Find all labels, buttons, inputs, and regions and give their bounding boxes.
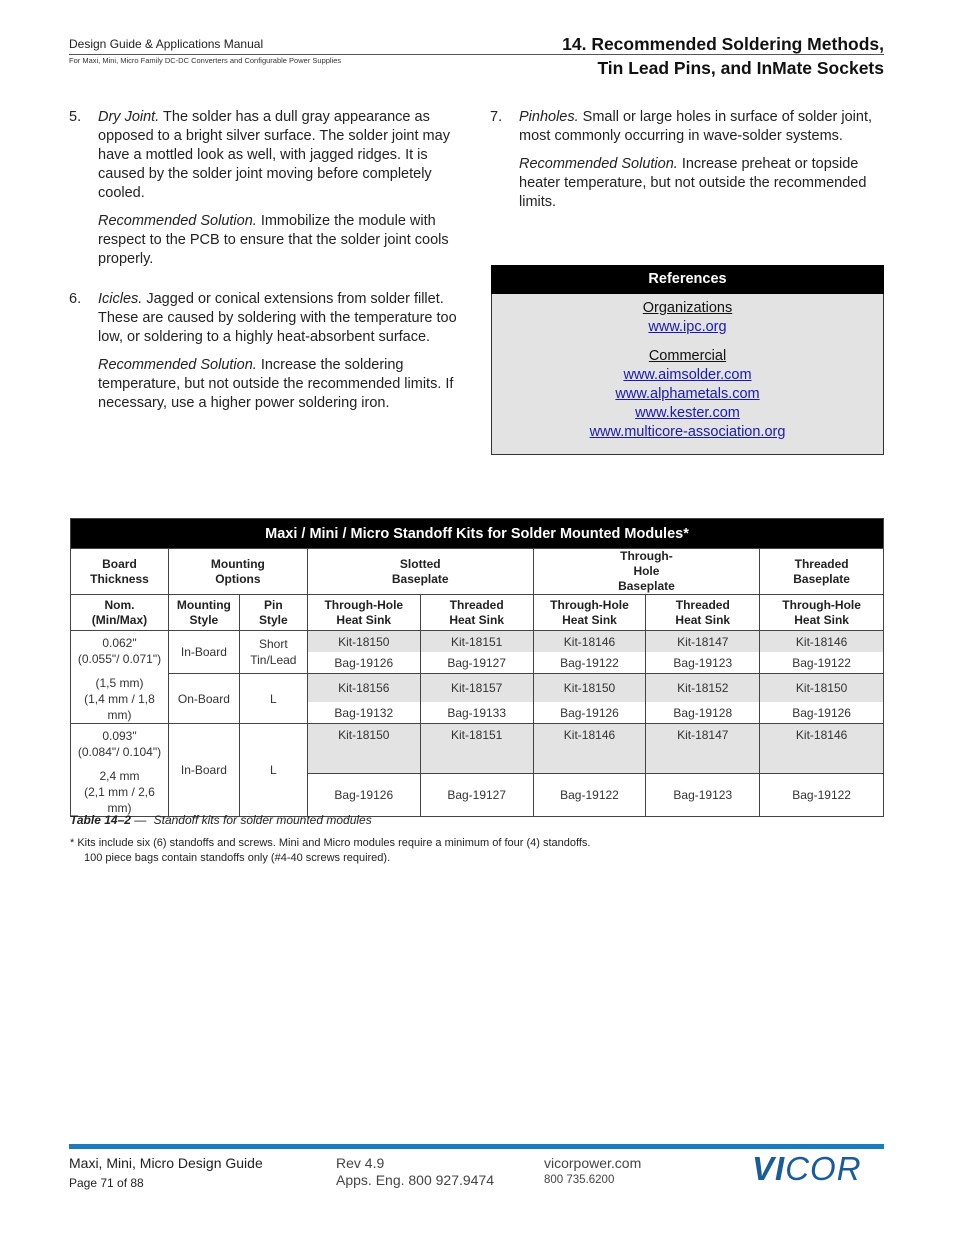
board-thickness-cell xyxy=(71,631,169,724)
link-ipc[interactable]: www.ipc.org xyxy=(648,319,727,335)
link-kester[interactable]: www.kester.com xyxy=(635,405,740,421)
header-board-thickness: Board Thickness xyxy=(71,549,169,595)
footer-revision: Rev 4.9 xyxy=(336,1155,385,1171)
item-number: 7. xyxy=(490,109,503,125)
caption-text: Standoff kits for solder mounted modules xyxy=(153,813,372,827)
thickness-metric-range: (2,1 mm / 2,6 mm) xyxy=(84,785,155,815)
thickness-metric-range: (1,4 mm / 1,8 mm) xyxy=(84,692,155,722)
organizations-label: Organizations xyxy=(642,300,733,316)
thickness-range: (0.084"/ 0.104") xyxy=(77,745,162,759)
kit-cell: Kit-18146 xyxy=(533,724,646,774)
item-description xyxy=(98,108,464,203)
kit-cell: Kit-18151 xyxy=(420,724,533,774)
item-term: Dry Joint. xyxy=(98,109,160,125)
header-nom: Nom. (Min/Max) xyxy=(71,595,169,631)
thickness-range: (0.055"/ 0.071") xyxy=(77,652,162,666)
header-th-threaded: Threaded Heat Sink xyxy=(646,595,760,631)
header-left-title: Design Guide & Applications Manual xyxy=(69,37,264,51)
thickness-metric: (1,5 mm) xyxy=(95,676,144,690)
table-row xyxy=(71,631,884,653)
left-column xyxy=(69,108,464,423)
section-title-line1: 14. Recommended Soldering Methods, xyxy=(562,34,884,54)
mounting-style-cell: In-Board xyxy=(168,631,239,674)
header-threaded-baseplate: Threaded Baseplate xyxy=(760,549,884,595)
footer-website: vicorpower.com xyxy=(544,1155,642,1171)
item-term: Pinholes. xyxy=(519,109,579,125)
header-pin-style: Pin Style xyxy=(239,595,307,631)
link-aimsolder[interactable]: www.aimsolder.com xyxy=(623,367,752,383)
footer-guide-title: Maxi, Mini, Micro Design Guide xyxy=(69,1155,263,1171)
bag-cell: Bag-19123 xyxy=(646,652,760,674)
pin-style-cell: L xyxy=(239,724,307,817)
header-threaded-through-hole: Through-Hole Heat Sink xyxy=(760,595,884,631)
section-title-line2: Tin Lead Pins, and InMate Sockets xyxy=(597,58,884,78)
solution-text: Increase the soldering temperature, but not outside the recommended limits. If necessary, use a higher power soldering iron. xyxy=(98,357,454,411)
table-header-row-2 xyxy=(71,595,884,631)
right-column xyxy=(490,108,882,222)
table-header-row-1 xyxy=(71,549,884,595)
item-text: The solder has a dull gray appearance as opposed to a bright silver surface. The solder joint may have a mottled look as well, with jagged ridges. It is caused by the solder joint moving before completely cooled. xyxy=(98,109,450,201)
table-title: Maxi / Mini / Micro Standoff Kits for Solder Mounted Modules* xyxy=(71,519,884,549)
link-multicore[interactable]: www.multicore-association.org xyxy=(589,424,786,440)
kit-cell: Kit-18146 xyxy=(533,631,646,653)
footer-apps-phone: Apps. Eng. 800 927.9474 xyxy=(336,1172,495,1188)
kit-cell: Kit-18151 xyxy=(420,631,533,653)
footer-page-number: Page 71 of 88 xyxy=(69,1176,144,1190)
kit-cell: Kit-18150 xyxy=(533,674,646,703)
link-alphametals[interactable]: www.alphametals.com xyxy=(615,386,760,402)
header-mounting-style: Mounting Style xyxy=(168,595,239,631)
item-text: Jagged or conical extensions from solder fillet. These are caused by soldering with the temperature too low, or soldering to a highly heat-absorbent surface. xyxy=(98,291,457,345)
bag-cell: Bag-19122 xyxy=(533,652,646,674)
thickness-metric: 2,4 mm xyxy=(99,769,140,783)
bag-cell: Bag-19122 xyxy=(760,773,884,816)
table-row xyxy=(71,724,884,774)
kit-cell: Kit-18157 xyxy=(420,674,533,703)
kit-cell: Kit-18147 xyxy=(646,631,760,653)
mounting-style-cell: On-Board xyxy=(168,674,239,724)
solution-label: Recommended Solution. xyxy=(519,156,678,172)
table-row xyxy=(71,674,884,703)
standoff-kits-table xyxy=(70,518,884,817)
bag-cell: Bag-19126 xyxy=(307,773,420,816)
bag-cell: Bag-19133 xyxy=(420,702,533,724)
list-item-pinholes xyxy=(490,108,882,212)
item-number: 6. xyxy=(69,291,82,307)
item-description xyxy=(519,108,882,146)
table-footnote xyxy=(70,836,590,866)
footnote-line1: * Kits include six (6) standoffs and screws. Mini and Micro modules require a minimum of four (4) standoffs. xyxy=(70,837,591,849)
bag-cell: Bag-19122 xyxy=(533,773,646,816)
bag-cell: Bag-19126 xyxy=(307,652,420,674)
commercial-label: Commercial xyxy=(648,348,727,364)
item-solution xyxy=(519,155,882,212)
solution-text: Increase preheat or topside heater temperature, but not outside the recommended limits. xyxy=(519,156,867,210)
kit-cell: Kit-18150 xyxy=(760,674,884,703)
vicor-logo: VICOR xyxy=(752,1150,862,1187)
solution-text: Immobilize the module with respect to the PCB to ensure that the solder joint cools properly. xyxy=(98,213,449,267)
item-text: Small or large holes in surface of solder joint, most commonly occurring in wave-solder systems. xyxy=(519,109,873,144)
bag-cell: Bag-19123 xyxy=(646,773,760,816)
kit-cell: Kit-18150 xyxy=(307,724,420,774)
header-slotted-baseplate: Slotted Baseplate xyxy=(307,549,533,595)
bag-cell: Bag-19126 xyxy=(760,702,884,724)
kit-cell: Kit-18147 xyxy=(646,724,760,774)
footer-bar xyxy=(69,1144,884,1149)
header-mounting-options: Mounting Options xyxy=(168,549,307,595)
board-thickness-cell xyxy=(71,724,169,817)
kit-cell: Kit-18152 xyxy=(646,674,760,703)
bag-cell: Bag-19126 xyxy=(533,702,646,724)
bag-cell: Bag-19128 xyxy=(646,702,760,724)
item-description xyxy=(98,290,464,347)
table-caption xyxy=(70,813,372,827)
pin-style-cell: L xyxy=(239,674,307,724)
header-left-subtitle: For Maxi, Mini, Micro Family DC-DC Converters and Configurable Power Supplies xyxy=(69,56,342,65)
bag-cell: Bag-19127 xyxy=(420,773,533,816)
item-number: 5. xyxy=(69,109,82,125)
footnote-line2: 100 piece bags contain standoffs only (#4-40 screws required). xyxy=(84,852,391,864)
list-item-dry-joint xyxy=(69,108,464,269)
caption-label: Table 14–2 xyxy=(70,813,131,827)
kit-cell: Kit-18156 xyxy=(307,674,420,703)
thickness-nominal: 0.093" xyxy=(102,729,137,743)
header-slotted-threaded: Threaded Heat Sink xyxy=(420,595,533,631)
mounting-style-cell: In-Board xyxy=(168,724,239,817)
bag-cell: Bag-19122 xyxy=(760,652,884,674)
list-item-icicles xyxy=(69,290,464,413)
item-term: Icicles. xyxy=(98,291,143,307)
pin-style-cell: Short Tin/Lead xyxy=(239,631,307,674)
bag-cell: Bag-19132 xyxy=(307,702,420,724)
references-box xyxy=(491,265,884,455)
item-solution xyxy=(98,212,464,269)
bag-cell: Bag-19127 xyxy=(420,652,533,674)
references-title: References xyxy=(491,265,884,294)
solution-label: Recommended Solution. xyxy=(98,357,257,373)
thickness-nominal: 0.062" xyxy=(102,636,137,650)
footer-phone: 800 735.6200 xyxy=(544,1174,615,1186)
kit-cell: Kit-18146 xyxy=(760,631,884,653)
solution-label: Recommended Solution. xyxy=(98,213,257,229)
caption-dash: — xyxy=(130,813,150,827)
kit-cell: Kit-18146 xyxy=(760,724,884,774)
header-through-hole-baseplate: Through-Hole Baseplate xyxy=(533,549,760,595)
section-title xyxy=(562,32,884,80)
kit-cell: Kit-18150 xyxy=(307,631,420,653)
header-th-through-hole: Through-Hole Heat Sink xyxy=(533,595,646,631)
item-solution xyxy=(98,356,464,413)
header-slotted-through-hole: Through-Hole Heat Sink xyxy=(307,595,420,631)
